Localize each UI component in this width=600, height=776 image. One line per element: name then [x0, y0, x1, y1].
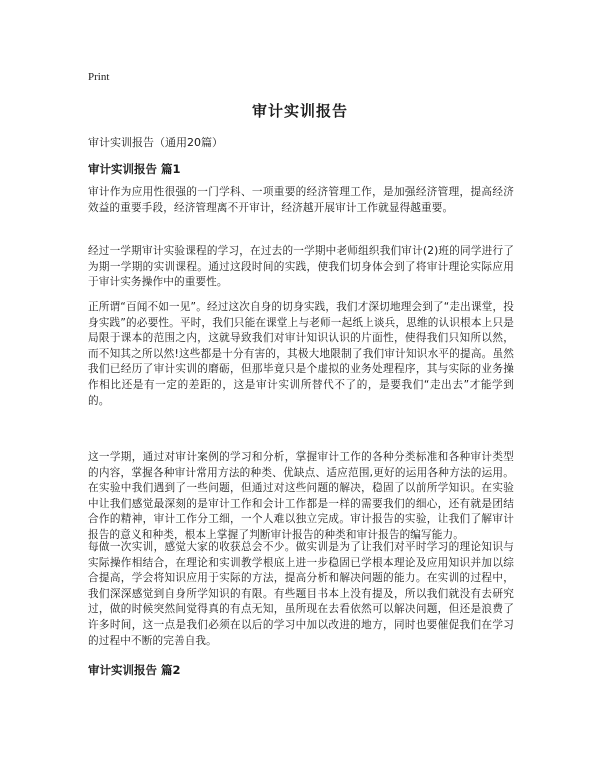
section-heading-1: 审计实训报告 篇1: [88, 162, 181, 176]
paragraph: 每做一次实训，感觉大家的收获总会不少。做实训是为了让我们对平时学习的理论知识与实际操作相结合，在理论和实训教学根底上进一步稳固已学根本理论及应用知识并加以综合提高，学会将知识应用于实际的方法，提高分析和解决问题的能力。在实训的过程中，我们深深感觉到自身所学知识的有限。有些题目书本上没有提及，所以我们就没有去研究过，做的时候突然间觉得真的有点无知，虽所现在去看依然可以解决问题，但还是浪费了许多时间，这一点是我们必须在以后的学习中加以改进的地方，同时也要催促我们在学习的过程中不断的完善自我。: [88, 541, 514, 647]
paragraph: 经过一学期审计实验课程的学习，在过去的一学期中老师组织我们审计(2)班的同学进行了为期一学期的实训课程。通过这段时间的实践，使我们切身体会到了将审计理论实际应用于审计实务操作中的重要性。: [88, 245, 514, 289]
page-title: 审计实训报告: [251, 102, 348, 120]
section-heading-2: 审计实训报告 篇2: [88, 663, 181, 677]
paragraph: 正所谓“百闻不如一见”。经过这次自身的切身实践，我们才深切地理会到了“走出课堂，投身实践”的必要性。平时，我们只能在课堂上与老师一起纸上谈兵，思维的认识根本上只是局限于课本的范围之内，这就导致我们对审计知识认识的片面性，使得我们只知所以然，而不知其之所以然!这些都是十分有害的，其极大地限制了我们审计知识水平的提高。虽然我们已经历了审计实训的磨砺，但那毕竟只是个虚拟的业务处理程序，其与实际的业务操作相比还是有一定的差距的，这是审计实训所替代不了的，是要我们“走出去”才能学到的。: [88, 301, 514, 407]
paragraph: 审计作为应用性很强的一门学科、一项重要的经济管理工作，是加强经济管理，提高经济效益的重要手段，经济管理离不开审计，经济越开展审计工作就显得越重要。: [88, 186, 514, 214]
document-subtitle: 审计实训报告（通用20篇）: [88, 136, 223, 149]
print-link[interactable]: Print: [88, 71, 110, 83]
paragraph: 这一学期，通过对审计案例的学习和分析，掌握审计工作的各种分类标准和各种审计类型的内容，掌握各种审计常用方法的种类、优缺点、适应范围,更好的运用各种方法的运用。在实验中我们遇到了一些问题，但通过对这些问题的解决，稳固了以前所学知识。在实验中让我们感觉最深刻的是审计工作和会计工作都是一样的需要我们的细心，还有就是团结合作的精神，审计工作分工细，一个人难以独立完成。审计报告的实验，让我们了解审计报告的意义和种类，根本上掌握了判断审计报告的种类和审计报告的编写能力。: [88, 451, 514, 541]
